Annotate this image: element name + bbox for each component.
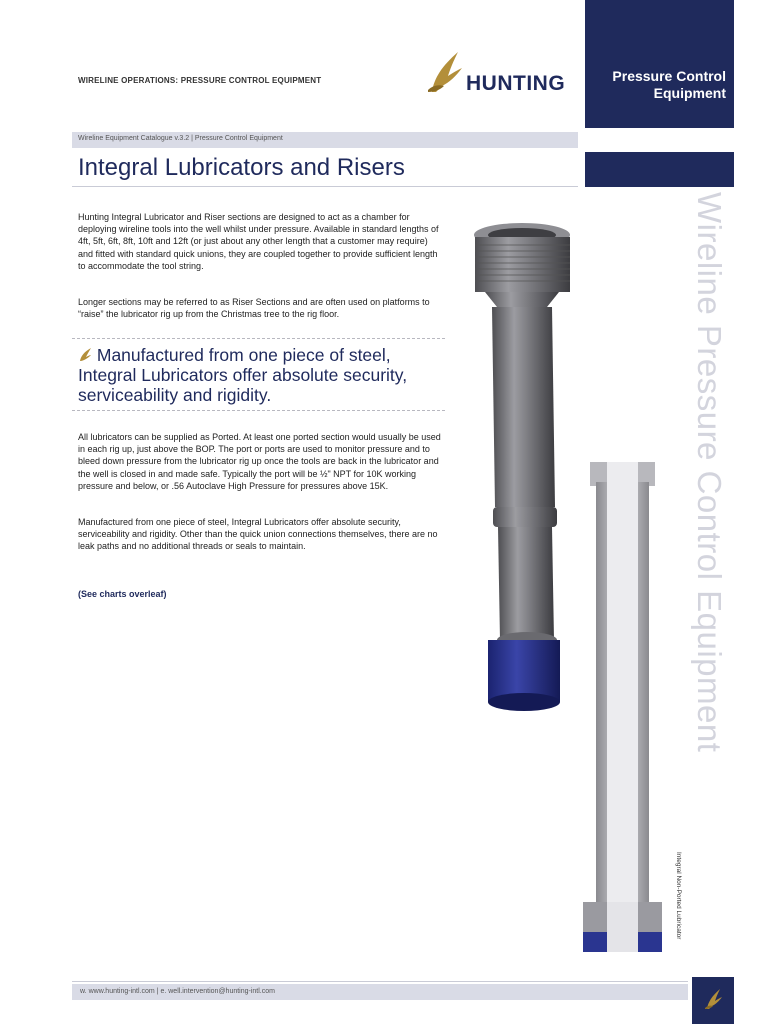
footer-email-prefix: e. [160,988,167,995]
callout-top-divider [72,338,445,339]
section-label: WIRELINE OPERATIONS: PRESSURE CONTROL EQUIPMENT [78,76,322,85]
illustration-caption [672,852,684,952]
right-tab-block [585,152,734,187]
page-title: Integral Lubricators and Risers [78,154,405,181]
footer-email-link[interactable]: well.intervention@hunting-intl.com [168,988,275,995]
winged-lion-icon [702,987,724,1011]
corner-title-line2: Equipment [653,85,726,101]
breadcrumb: Wireline Equipment Catalogue v.3.2 | Pressure Control Equipment [78,135,283,142]
title-divider [72,186,578,187]
intro-paragraph: Hunting Integral Lubricator and Riser sections are designed to act as a chamber for deploying wireline tools into the well whilst under pressure. Available in standard lengths of 4ft, 5ft, 6ft, 8ft, 10ft and 12ft (or just about any other length that a customer may require) and fitted with standard quick unions, they are coupled together to provide sufficient length to accommodate the tool string. [78,212,439,271]
hunting-logo [424,48,574,96]
footer-contact [80,988,275,995]
callout-bottom-divider [72,410,445,411]
steel-paragraph: Manufactured from one piece of steel, Integral Lubricators offer absolute security, serviceability and rigidity. Other than the quick union connections themselves, there are no leak paths and no additional threads or seals to maintain. [78,517,438,552]
corner-title [612,68,726,102]
callout-text: Manufactured from one piece of steel, Integral Lubricators offer absolute security, serviceability and rigidity. [78,345,408,405]
footer-logo-badge [692,977,734,1024]
footer-bar [72,984,688,1000]
non-ported-lubricator-illustration [580,462,665,954]
winged-lion-icon [424,48,464,96]
breadcrumb-bar [72,132,578,148]
see-charts-link: (See charts overleaf) [78,589,167,599]
riser-paragraph: Longer sections may be referred to as Riser Sections and are often used on platforms to “raise” the lubricator rig up from the Christmas tree to the rig floor. [78,297,430,320]
footer-divider [72,981,688,982]
corner-title-box [585,0,734,128]
vertical-section-title [690,192,730,753]
callout [78,345,445,405]
corner-title-line1: Pressure Control [612,68,726,84]
feather-wing-icon [78,347,92,362]
ported-lubricator-illustration [455,215,590,715]
logo-text: HUNTING [466,72,566,95]
illustration-caption-text: Integral Non-Ported Lubricator [675,852,682,940]
footer-web-link[interactable]: www.hunting-intl.com [88,988,155,995]
footer-separator: | [156,988,159,995]
ported-paragraph: All lubricators can be supplied as Ported. At least one ported section would usually be used in each rig up, just above the BOP. The port or ports are used to monitor pressure and to bleed down pressure from the lubricator rig up once the tools are back in the lubricator and the well is closed in and made safe. Typically the port will be ½" NPT for 10K working pressure and below, or .56 Autoclave High Pressure for pressures above 15K. [78,432,441,491]
vertical-section-title-text: Wireline Pressure Control Equipment [691,192,728,753]
footer-web-prefix: w. [80,988,87,995]
